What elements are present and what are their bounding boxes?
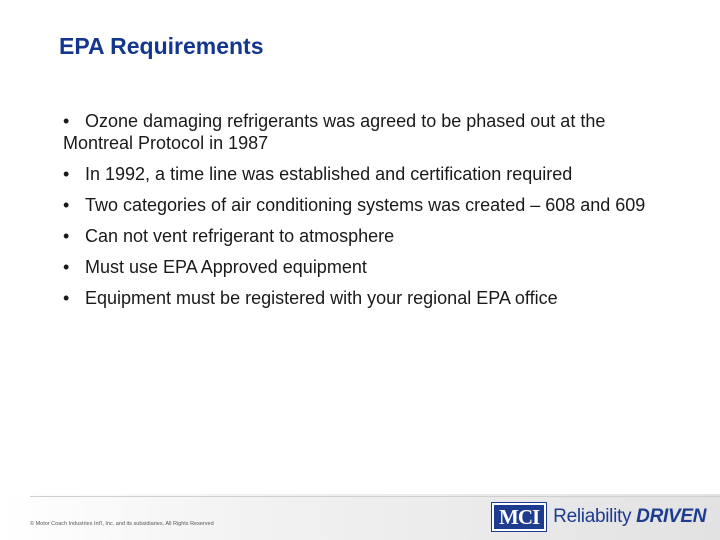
mci-logo — [492, 502, 706, 532]
bullet-item — [63, 110, 673, 154]
bullet-marker: • — [63, 257, 70, 277]
bullet-marker: • — [63, 164, 70, 184]
bullet-text: Equipment must be registered with your regional EPA office — [85, 288, 558, 308]
bullet-list — [63, 110, 673, 318]
copyright-notice: © Motor Coach Industries Int'l, Inc. and its subsidiaries. All Rights Reserved — [30, 521, 214, 527]
bullet-item — [63, 163, 673, 185]
slide-title: EPA Requirements — [59, 33, 264, 59]
bullet-text: Can not vent refrigerant to atmosphere — [85, 226, 395, 246]
tagline-regular: Reliability — [553, 506, 637, 527]
tagline — [553, 506, 706, 528]
bullet-text: Must use EPA Approved equipment — [85, 257, 367, 277]
bullet-marker: • — [63, 195, 70, 215]
bullet-text: In 1992, a time line was established and certification required — [85, 164, 573, 184]
bullet-item — [63, 225, 673, 247]
bullet-item — [63, 256, 673, 278]
bullet-marker: • — [63, 226, 70, 246]
footer-divider — [30, 496, 720, 497]
tagline-bold: DRIVEN — [636, 506, 707, 527]
bullet-item — [63, 287, 673, 309]
bullet-text: Ozone damaging refrigerants was agreed to be phased out at the Montreal Protocol in 1987 — [63, 111, 606, 153]
mci-badge: MCI — [492, 503, 546, 531]
bullet-marker: • — [63, 288, 70, 308]
bullet-text: Two categories of air conditioning systems was created – 608 and 609 — [85, 195, 646, 215]
bullet-marker: • — [63, 111, 70, 131]
bullet-item — [63, 194, 673, 216]
